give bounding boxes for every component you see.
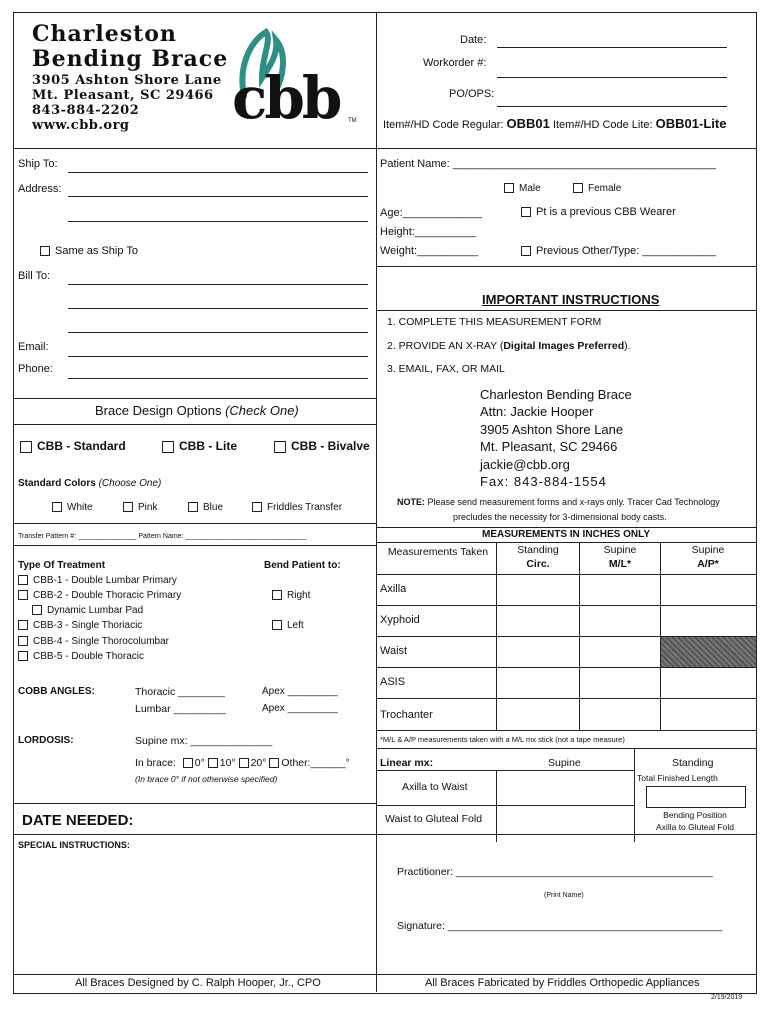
row-trochanter: Trochanter: [380, 709, 433, 721]
friddles-checkbox[interactable]: [252, 502, 262, 512]
header-divider: [13, 148, 756, 149]
ship-section-divider: [13, 398, 376, 399]
treatment-type-label: Type Of Treatment: [18, 560, 106, 571]
mail-line-3: 3905 Ashton Shore Lane: [480, 421, 624, 437]
note-bold: NOTE:: [397, 497, 425, 507]
color-blue[interactable]: [188, 502, 223, 513]
cbb4-checkbox[interactable]: [18, 636, 28, 646]
col-supine-ap: Supine: [691, 544, 725, 556]
col-supine-ml-sub: M/L*: [608, 558, 632, 570]
axilla-gluteal-label: Axilla to Gluteal Fold: [656, 822, 734, 832]
colors-italic: (Choose One): [95, 478, 162, 489]
treatment-item-4[interactable]: [18, 636, 169, 647]
special-instructions-label[interactable]: SPECIAL INSTRUCTIONS:: [18, 840, 130, 850]
weight-field[interactable]: Weight:__________: [380, 245, 479, 257]
waist-ap-shaded-cell: [661, 637, 756, 667]
treatment-item-2[interactable]: [18, 590, 181, 601]
company-name-line1: Charleston: [32, 21, 177, 47]
bend-patient-label: Bend Patient to:: [264, 560, 341, 571]
cbb1-checkbox[interactable]: [18, 575, 28, 585]
special-instructions-divider: [13, 834, 756, 835]
friddles-label: Friddles Transfer: [267, 502, 343, 513]
linear-col-line-1: [496, 770, 497, 842]
instructions-title: IMPORTANT INSTRUCTIONS: [482, 292, 660, 307]
in-brace-row: [135, 757, 350, 769]
bivalve-label: CBB - Bivalve: [291, 439, 370, 453]
age-field[interactable]: Age:_____________: [380, 207, 483, 219]
design-title-text: Brace Design Options: [95, 403, 222, 418]
treatment-item-3[interactable]: [18, 620, 142, 631]
supine-mx-field[interactable]: Supine mx: ______________: [135, 735, 273, 747]
same-as-ship[interactable]: [40, 245, 138, 257]
fabricated-by: All Braces Fabricated by Friddles Orthopedic Appliances: [425, 977, 700, 989]
date-line[interactable]: [497, 47, 727, 48]
female-option[interactable]: [573, 183, 621, 194]
linear-supine-label: Supine: [548, 757, 581, 769]
male-option[interactable]: [504, 183, 541, 194]
color-white[interactable]: [52, 502, 93, 513]
company-website: www.cbb.org: [32, 118, 130, 133]
phone-line[interactable]: [68, 378, 368, 379]
left-label: Left: [287, 620, 304, 631]
note-line-1: [397, 497, 720, 507]
white-checkbox[interactable]: [52, 502, 62, 512]
address-label: Address:: [18, 183, 62, 195]
instruction-2-suffix: ).: [624, 340, 631, 352]
bill-line-2[interactable]: [68, 308, 368, 309]
cbb1-label: CBB-1 - Double Lumbar Primary: [33, 575, 177, 586]
workorder-line[interactable]: [497, 77, 727, 78]
in-brace-20-label: 20°: [250, 757, 267, 769]
company-address-line1: 3905 Ashton Shore Lane: [32, 73, 222, 88]
linear-row-divider: [376, 805, 634, 806]
instructions-title-divider: [376, 310, 756, 311]
col-measurements-taken: Measurements Taken: [387, 546, 489, 558]
female-checkbox[interactable]: [573, 183, 583, 193]
female-label: Female: [588, 183, 622, 194]
date-needed-top-line: [13, 803, 376, 804]
note-line-2: precludes the necessity for 3-dimensional body casts.: [453, 512, 667, 522]
height-field[interactable]: Height:__________: [380, 226, 477, 238]
col-supine-ap-sub: A/P*: [697, 558, 719, 570]
pink-checkbox[interactable]: [123, 502, 133, 512]
colors-heading: [18, 478, 161, 489]
mail-line-2: Attn: Jackie Hooper: [480, 404, 594, 420]
waist-gluteal-label: Waist to Gluteal Fold: [385, 813, 483, 825]
meas-row-line-5: [376, 730, 756, 731]
opt-bivalve[interactable]: [274, 439, 370, 453]
apex-field-2[interactable]: Apex _________: [262, 703, 338, 714]
total-finished-input[interactable]: [646, 786, 746, 808]
print-name-label: (Print Name): [544, 892, 584, 899]
design-title-italic: (Check One): [221, 403, 299, 418]
design-title-divider: [13, 424, 376, 425]
po-label: PO/OPS:: [449, 88, 495, 100]
thoracic-field[interactable]: Thoracic ________: [135, 686, 225, 698]
instruction-2: [387, 340, 631, 352]
cbb5-checkbox[interactable]: [18, 651, 28, 661]
male-label: Male: [519, 183, 541, 194]
mail-line-6: Fax: 843-884-1554: [480, 474, 607, 490]
in-brace-label: In brace:: [135, 757, 176, 769]
in-brace-note: (In brace 0° if not otherwise specified): [135, 774, 278, 784]
bill-line-3[interactable]: [68, 332, 368, 333]
lower-center-divider: [376, 834, 377, 992]
same-as-ship-checkbox[interactable]: [40, 246, 50, 256]
bend-right[interactable]: [272, 590, 310, 601]
bivalve-checkbox[interactable]: [274, 441, 286, 453]
cbb4-label: CBB-4 - Single Thorocolumbar: [33, 636, 169, 647]
cbb5-label: CBB-5 - Double Thoracic: [33, 651, 144, 662]
meas-title-divider: [376, 542, 756, 543]
in-brace-0-checkbox[interactable]: [183, 758, 193, 768]
cobb-angles-label: COBB ANGLES:: [18, 686, 95, 697]
linear-mx-label: Linear mx:: [380, 757, 434, 769]
blue-checkbox[interactable]: [188, 502, 198, 512]
col-standing: Standing: [517, 544, 559, 556]
logo-text: cbb: [232, 64, 340, 132]
email-line[interactable]: [68, 356, 368, 357]
linear-col-line-2: [634, 748, 635, 842]
linear-standing-label: Standing: [672, 757, 714, 769]
in-brace-10-checkbox[interactable]: [208, 758, 218, 768]
in-brace-0-label: 0°: [194, 757, 205, 769]
row-axilla: Axilla: [380, 583, 407, 595]
prev-other-checkbox[interactable]: [521, 246, 531, 256]
mail-line-4: Mt. Pleasant, SC 29466: [480, 439, 618, 455]
col-supine-ml: Supine: [603, 544, 637, 556]
in-brace-20-checkbox[interactable]: [239, 758, 249, 768]
revision-date: 2/19/2019: [711, 994, 743, 1001]
total-finished-label: Total Finished Length: [637, 773, 718, 783]
meas-row-line-0: [376, 574, 756, 575]
ship-to-label: Ship To:: [18, 158, 58, 170]
dynamic-lumbar-label: Dynamic Lumbar Pad: [47, 605, 144, 616]
row-xyphoid: Xyphoid: [380, 614, 420, 626]
instruction-3: 3. EMAIL, FAX, OR MAIL: [387, 363, 505, 375]
standard-label: CBB - Standard: [37, 439, 126, 453]
mail-line-5: jackie@cbb.org: [480, 456, 570, 472]
company-phone: 843-884-2202: [32, 103, 140, 118]
blue-label: Blue: [203, 502, 224, 513]
axilla-waist-label: Axilla to Waist: [402, 781, 468, 793]
item-lite-code: OBB01-Lite: [655, 116, 727, 131]
color-friddles[interactable]: [252, 502, 342, 513]
bend-left[interactable]: [272, 620, 304, 631]
colors-divider: [13, 523, 376, 524]
patient-name[interactable]: Patient Name: ___________________________________________: [380, 158, 716, 170]
phone-label: Phone:: [18, 363, 53, 375]
prev-other-option[interactable]: [521, 245, 716, 257]
company-name-line2: Bending Brace: [32, 46, 229, 72]
standard-checkbox[interactable]: [20, 441, 32, 453]
cbb2-label: CBB-2 - Double Thoracic Primary: [33, 590, 182, 601]
transfer-pattern[interactable]: Transfer Pattern #: _______________ Pattern Name: _______________________________: [18, 533, 307, 540]
patient-divider: [376, 266, 756, 267]
note-text: Please send measurement forms and x-rays only. Tracer Cad Technology: [425, 497, 720, 507]
instruction-2-bold: Digital Images Preferred: [503, 340, 625, 352]
item-lite-label: Item#/HD Code Lite:: [552, 119, 653, 131]
transfer-divider: [13, 545, 376, 546]
address-line-1[interactable]: [68, 196, 368, 197]
cbb3-checkbox[interactable]: [18, 620, 28, 630]
mail-address-block: [480, 386, 632, 490]
item-regular-label: Item#/HD Code Regular:: [383, 119, 504, 131]
left-checkbox[interactable]: [272, 620, 282, 630]
male-checkbox[interactable]: [504, 183, 514, 193]
row-asis: ASIS: [380, 676, 406, 688]
email-label: Email:: [18, 341, 49, 353]
ship-to-line[interactable]: [68, 172, 368, 173]
measurements-title: MEASUREMENTS IN INCHES ONLY: [482, 529, 650, 540]
in-brace-other-label: Other:______°: [281, 757, 350, 769]
bill-to-label: Bill To:: [18, 270, 51, 282]
instruction-2-prefix: 2. PROVIDE AN X-RAY (: [387, 340, 504, 352]
company-address-line2: Mt. Pleasant, SC 29466: [32, 88, 214, 103]
treatment-item-dynamic[interactable]: [32, 605, 143, 616]
note-divider: [376, 527, 756, 528]
mail-line-1: Charleston Bending Brace: [480, 387, 632, 402]
center-divider: [376, 12, 377, 842]
lite-label: CBB - Lite: [179, 439, 237, 453]
bending-position-label: Bending Position: [663, 810, 727, 820]
lordosis-label: LORDOSIS:: [18, 735, 74, 746]
opt-standard[interactable]: [20, 439, 126, 453]
dynamic-lumbar-checkbox[interactable]: [32, 605, 42, 615]
cbb-logo: [232, 26, 362, 130]
practitioner-field[interactable]: Practitioner: ____________________________________________: [397, 866, 713, 878]
colors-label: Standard Colors: [18, 478, 96, 489]
prev-cbb-label: Pt is a previous CBB Wearer: [536, 206, 676, 218]
cbb3-label: CBB-3 - Single Thoriacic: [33, 620, 143, 631]
design-title: [95, 403, 299, 418]
meas-row-line-3: [376, 667, 756, 668]
right-checkbox[interactable]: [272, 590, 282, 600]
right-label: Right: [287, 590, 311, 601]
lite-checkbox[interactable]: [162, 441, 174, 453]
prev-cbb-checkbox[interactable]: [521, 207, 531, 217]
treatment-item-1[interactable]: [18, 575, 177, 586]
workorder-label: Workorder #:: [423, 57, 487, 69]
instruction-1: 1. COMPLETE THIS MEASUREMENT FORM: [387, 316, 602, 328]
date-needed-label: DATE NEEDED:: [22, 812, 134, 829]
opt-lite[interactable]: [162, 439, 237, 453]
footnote-divider: [376, 748, 756, 749]
logo-trademark: TM: [348, 118, 357, 124]
apex-field-1[interactable]: Apex _________: [262, 686, 338, 697]
linear-divider: [376, 770, 634, 771]
color-pink[interactable]: [123, 502, 157, 513]
cbb2-checkbox[interactable]: [18, 590, 28, 600]
date-label: Date:: [460, 34, 487, 46]
designed-by: All Braces Designed by C. Ralph Hooper, Jr., CPO: [75, 977, 321, 989]
in-brace-other-checkbox[interactable]: [269, 758, 279, 768]
address-line-2[interactable]: [68, 221, 368, 222]
po-line[interactable]: [497, 106, 727, 107]
bill-to-line[interactable]: [68, 284, 368, 285]
item-regular-code: OBB01: [506, 116, 550, 131]
prev-other-label: Previous Other/Type: ____________: [536, 245, 716, 257]
footer-divider: [13, 974, 756, 975]
lumbar-field[interactable]: Lumbar _________: [135, 703, 227, 715]
meas-footnote: *M/L & A/P measurements taken with a M/L mx stick (not a tape measure): [380, 735, 625, 744]
same-as-ship-label: Same as Ship To: [55, 245, 138, 257]
meas-row-line-4: [376, 698, 756, 699]
treatment-item-5[interactable]: [18, 651, 144, 662]
col-standing-sub: Circ.: [526, 558, 550, 570]
signature-field[interactable]: Signature: _______________________________________________: [397, 920, 723, 932]
meas-row-line-1: [376, 605, 756, 606]
in-brace-10-label: 10°: [219, 757, 236, 769]
row-waist: Waist: [380, 645, 408, 657]
pink-label: Pink: [138, 502, 158, 513]
white-label: White: [67, 502, 93, 513]
item-codes: [383, 116, 726, 131]
prev-cbb-option[interactable]: [521, 206, 676, 218]
